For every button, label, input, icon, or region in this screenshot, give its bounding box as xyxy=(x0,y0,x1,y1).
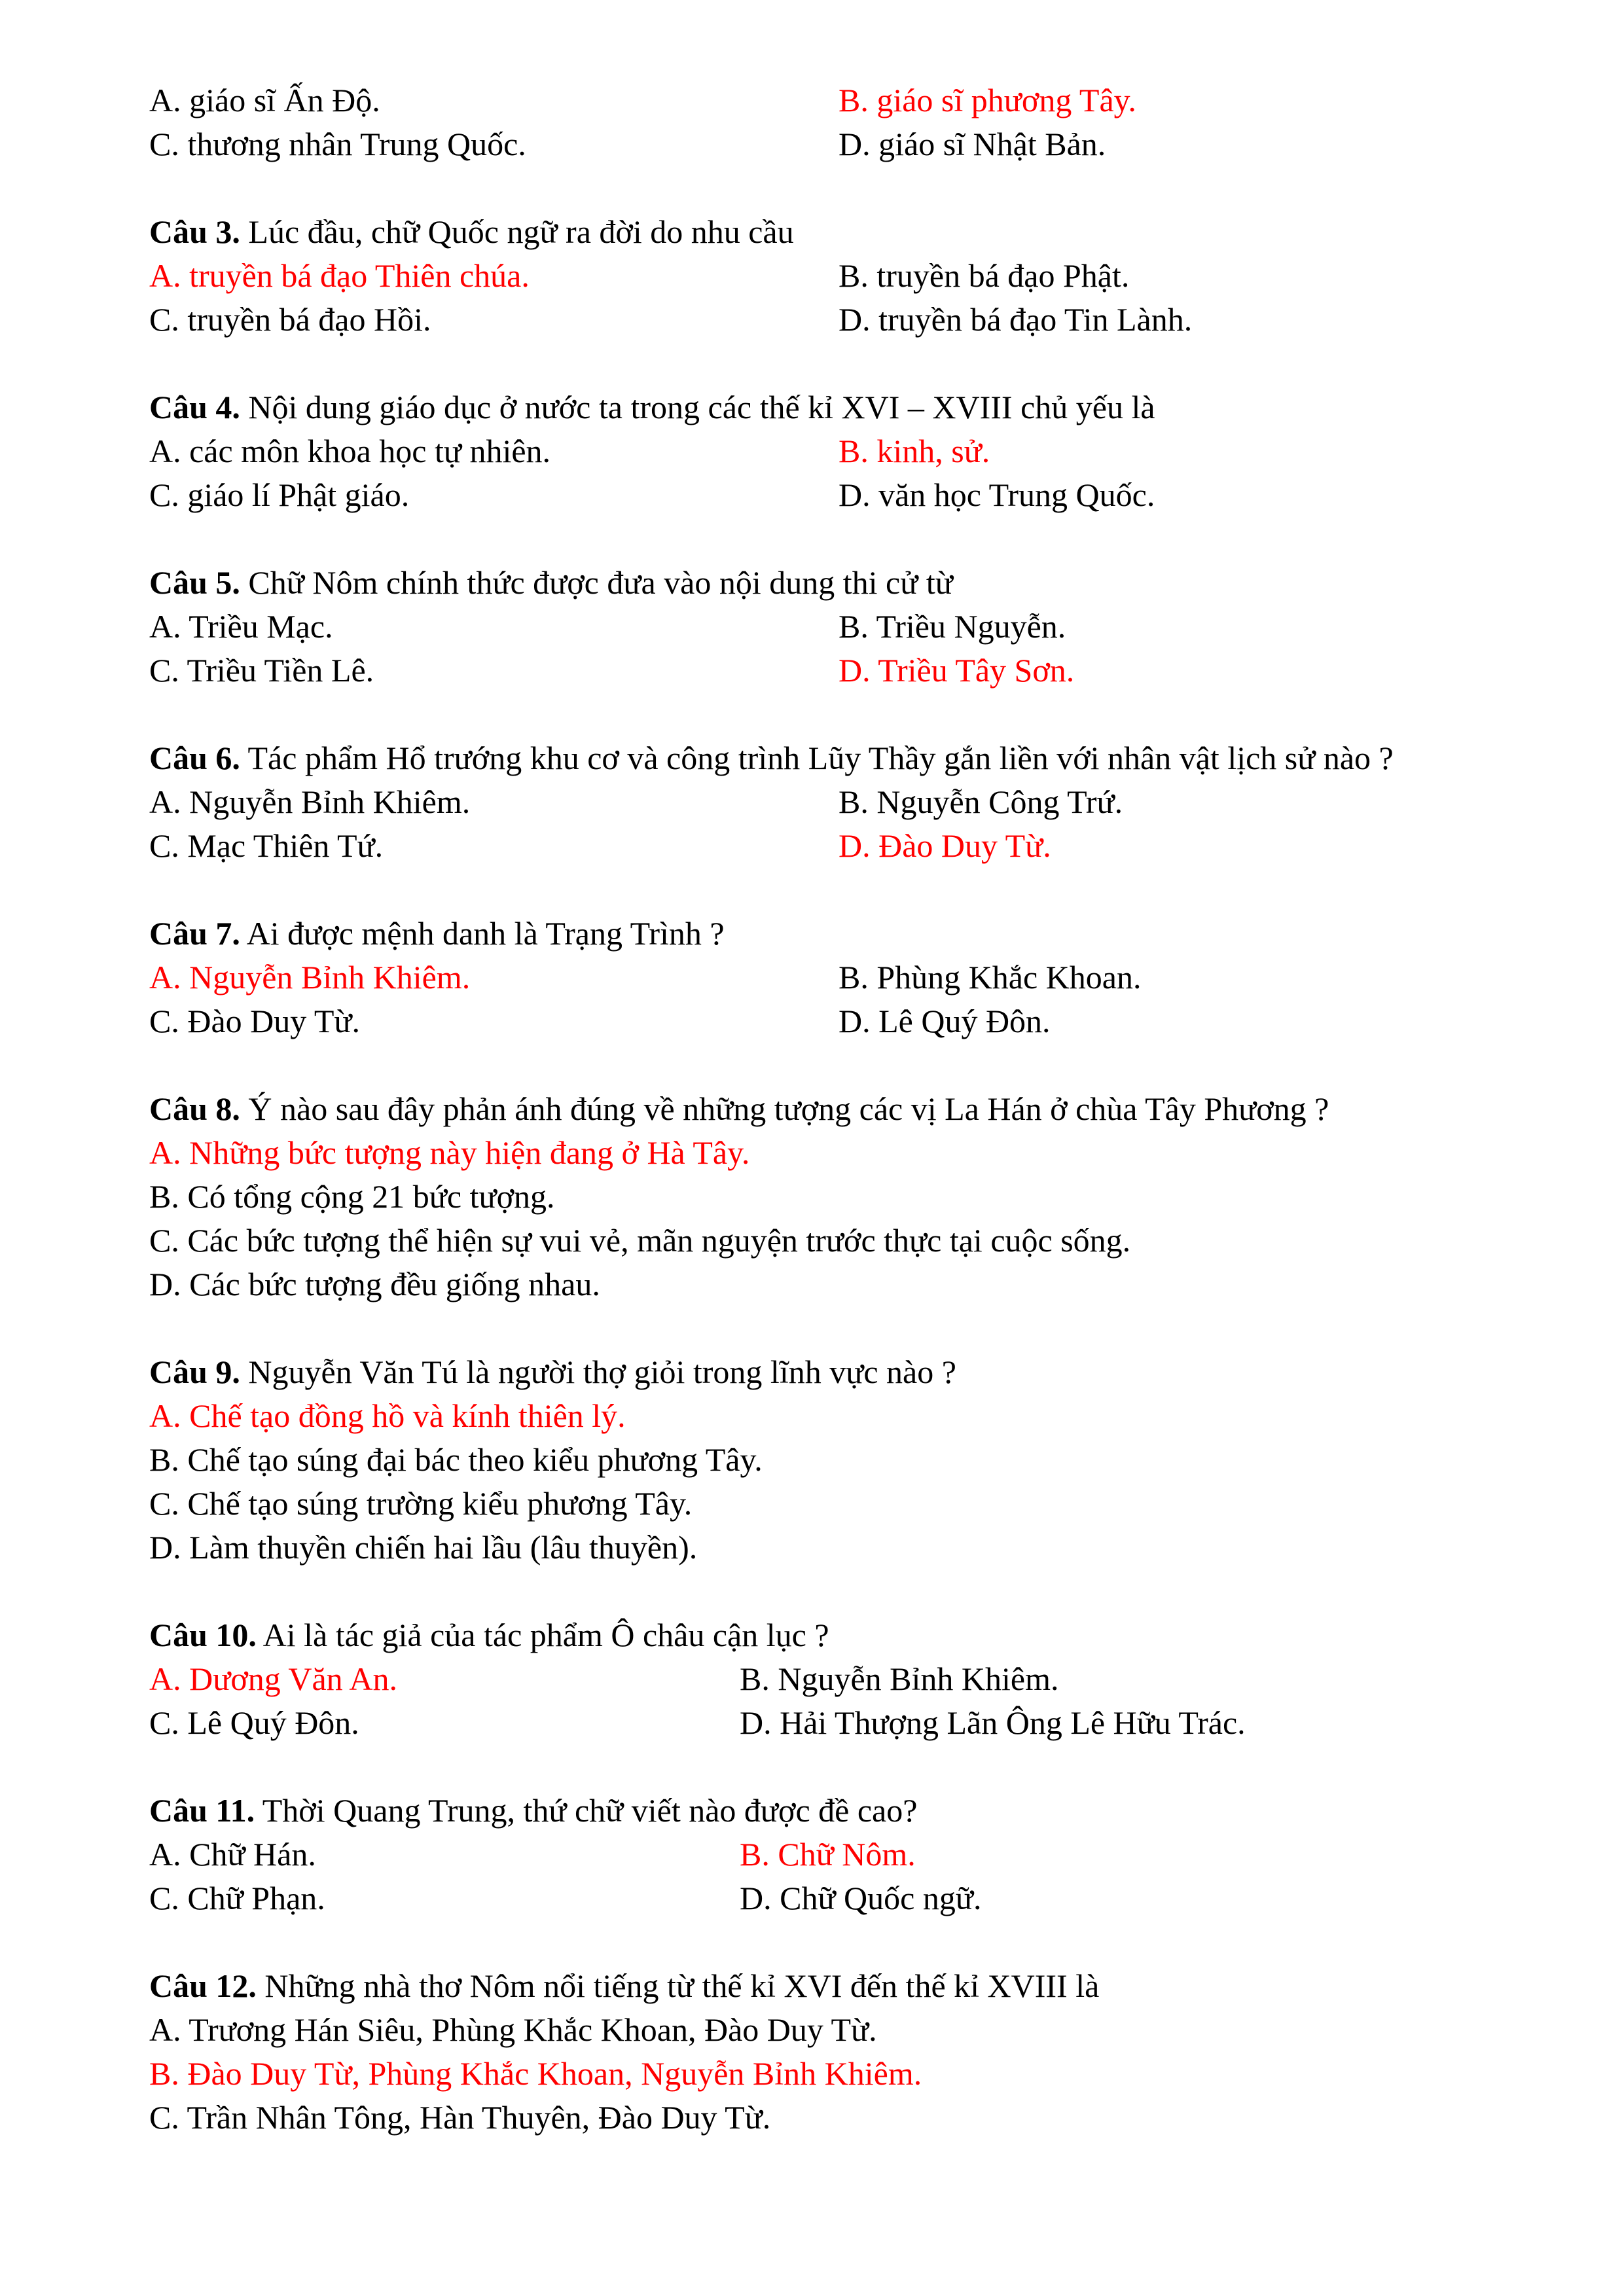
option-row xyxy=(149,956,1537,999)
question-stem xyxy=(149,736,1537,780)
question-9 xyxy=(149,1350,1537,1570)
option-row xyxy=(149,79,1537,122)
question-label: Câu 12. xyxy=(149,1967,257,2004)
question-stem xyxy=(149,912,1537,956)
option-b: B. Triều Nguyễn. xyxy=(839,608,1066,645)
question-label: Câu 10. xyxy=(149,1617,257,1653)
quiz-page xyxy=(149,79,1537,2140)
question-stem xyxy=(149,210,1537,254)
question-text: Nội dung giáo dục ở nước ta trong các thế kỉ XVI – XVIII chủ yếu là xyxy=(240,389,1155,425)
question-stem xyxy=(149,386,1537,429)
option-a-correct: A. Dương Văn An. xyxy=(149,1660,398,1697)
option-row xyxy=(149,649,1537,692)
question-label: Câu 7. xyxy=(149,915,240,952)
option-b: B. Phùng Khắc Khoan. xyxy=(839,959,1142,996)
question-text: Tác phẩm Hổ trướng khu cơ và công trình Lũy Thầy gắn liền với nhân vật lịch sử nào ? xyxy=(240,740,1394,776)
question-10 xyxy=(149,1613,1537,1745)
option-c: C. Mạc Thiên Tứ. xyxy=(149,827,384,864)
option-c: C. Trần Nhân Tông, Hàn Thuyên, Đào Duy Từ. xyxy=(149,2099,771,2136)
option-c: C. Chữ Phạn. xyxy=(149,1880,325,1916)
option-d-correct: D. Đào Duy Từ. xyxy=(839,827,1051,864)
question-3 xyxy=(149,210,1537,342)
option-row xyxy=(149,824,1537,868)
option-c: C. giáo lí Phật giáo. xyxy=(149,476,410,513)
option-c: C. Đào Duy Từ. xyxy=(149,1003,360,1039)
option-b: B. Nguyễn Bỉnh Khiêm. xyxy=(740,1660,1059,1697)
question-5 xyxy=(149,561,1537,692)
question-label: Câu 3. xyxy=(149,213,240,250)
question-label: Câu 4. xyxy=(149,389,240,425)
question-stem xyxy=(149,561,1537,605)
question-11 xyxy=(149,1789,1537,1920)
option-c: C. thương nhân Trung Quốc. xyxy=(149,126,526,162)
option-a: A. Trương Hán Siêu, Phùng Khắc Khoan, Đào Duy Từ. xyxy=(149,2011,877,2048)
question-7 xyxy=(149,912,1537,1043)
question-text: Ai là tác giả của tác phẩm Ô châu cận lục ? xyxy=(256,1617,829,1653)
option-row xyxy=(149,429,1537,473)
question-text: Ai được mệnh danh là Trạng Trình ? xyxy=(240,915,725,952)
option-a: A. Triều Mạc. xyxy=(149,608,333,645)
question-4 xyxy=(149,386,1537,517)
question-label: Câu 9. xyxy=(149,1354,240,1390)
option-row xyxy=(149,999,1537,1043)
option-b: B. Có tổng cộng 21 bức tượng. xyxy=(149,1178,555,1215)
option-row xyxy=(149,1657,1537,1701)
option-a: A. Chữ Hán. xyxy=(149,1836,316,1873)
option-d: D. Làm thuyền chiến hai lầu (lâu thuyền). xyxy=(149,1529,698,1566)
question-stem xyxy=(149,1087,1537,1131)
option-d: D. giáo sĩ Nhật Bản. xyxy=(839,126,1106,162)
option-b-correct: B. Đào Duy Từ, Phùng Khắc Khoan, Nguyễn Bỉnh Khiêm. xyxy=(149,2055,922,2092)
option-d: D. Lê Quý Đôn. xyxy=(839,1003,1051,1039)
option-d: D. Các bức tượng đều giống nhau. xyxy=(149,1266,600,1302)
option-b: B. truyền bá đạo Phật. xyxy=(839,257,1130,294)
question-text: Chữ Nôm chính thức được đưa vào nội dung thi cử từ xyxy=(240,564,953,601)
option-row xyxy=(149,254,1537,298)
question-label: Câu 8. xyxy=(149,1090,240,1127)
question-text: Lúc đầu, chữ Quốc ngữ ra đời do nhu cầu xyxy=(240,213,794,250)
question-8 xyxy=(149,1087,1537,1306)
question-label: Câu 6. xyxy=(149,740,240,776)
option-b-correct: B. giáo sĩ phương Tây. xyxy=(839,82,1136,118)
question-stem xyxy=(149,1613,1537,1657)
option-row xyxy=(149,1876,1537,1920)
option-b-correct: B. kinh, sử. xyxy=(839,433,990,469)
option-row xyxy=(149,122,1537,166)
option-row xyxy=(149,298,1537,342)
option-row xyxy=(149,780,1537,824)
question-stem xyxy=(149,1964,1537,2008)
option-row xyxy=(149,473,1537,517)
option-a-correct: A. Những bức tượng này hiện đang ở Hà Tây. xyxy=(149,1134,750,1171)
option-a-correct: A. Chế tạo đồng hồ và kính thiên lý. xyxy=(149,1397,626,1434)
question-stem xyxy=(149,1350,1537,1394)
option-a-correct: A. truyền bá đạo Thiên chúa. xyxy=(149,257,530,294)
option-d-correct: D. Triều Tây Sơn. xyxy=(839,652,1075,689)
option-c: C. Các bức tượng thể hiện sự vui vẻ, mãn nguyện trước thực tại cuộc sống. xyxy=(149,1222,1131,1259)
option-c: C. Chế tạo súng trường kiểu phương Tây. xyxy=(149,1485,693,1522)
option-c: C. truyền bá đạo Hồi. xyxy=(149,301,431,338)
question-6 xyxy=(149,736,1537,868)
option-c: C. Triều Tiền Lê. xyxy=(149,652,374,689)
question-label: Câu 11. xyxy=(149,1792,255,1829)
option-d: D. Chữ Quốc ngữ. xyxy=(740,1880,982,1916)
option-row xyxy=(149,1701,1537,1745)
question-stem xyxy=(149,1789,1537,1833)
option-b: B. Nguyễn Công Trứ. xyxy=(839,783,1123,820)
option-a: A. các môn khoa học tự nhiên. xyxy=(149,433,551,469)
option-row xyxy=(149,605,1537,649)
option-a: A. giáo sĩ Ấn Độ. xyxy=(149,82,380,118)
option-b: B. Chế tạo súng đại bác theo kiểu phương Tây. xyxy=(149,1441,763,1478)
option-d: D. truyền bá đạo Tin Lành. xyxy=(839,301,1193,338)
option-a-correct: A. Nguyễn Bỉnh Khiêm. xyxy=(149,959,471,996)
option-c: C. Lê Quý Đôn. xyxy=(149,1704,359,1741)
option-a: A. Nguyễn Bỉnh Khiêm. xyxy=(149,783,471,820)
option-d: D. văn học Trung Quốc. xyxy=(839,476,1155,513)
question-text: Nguyễn Văn Tú là người thợ giỏi trong lĩnh vực nào ? xyxy=(240,1354,956,1390)
question-2-options xyxy=(149,79,1537,166)
question-label: Câu 5. xyxy=(149,564,240,601)
question-12 xyxy=(149,1964,1537,2140)
option-b-correct: B. Chữ Nôm. xyxy=(740,1836,916,1873)
option-row xyxy=(149,1833,1537,1876)
option-d: D. Hải Thượng Lãn Ông Lê Hữu Trác. xyxy=(740,1704,1246,1741)
question-text: Thời Quang Trung, thứ chữ viết nào được đề cao? xyxy=(255,1792,918,1829)
question-text: Ý nào sau đây phản ánh đúng về những tượng các vị La Hán ở chùa Tây Phương ? xyxy=(240,1090,1329,1127)
question-text: Những nhà thơ Nôm nổi tiếng từ thế kỉ XVI đến thế kỉ XVIII là xyxy=(256,1967,1100,2004)
